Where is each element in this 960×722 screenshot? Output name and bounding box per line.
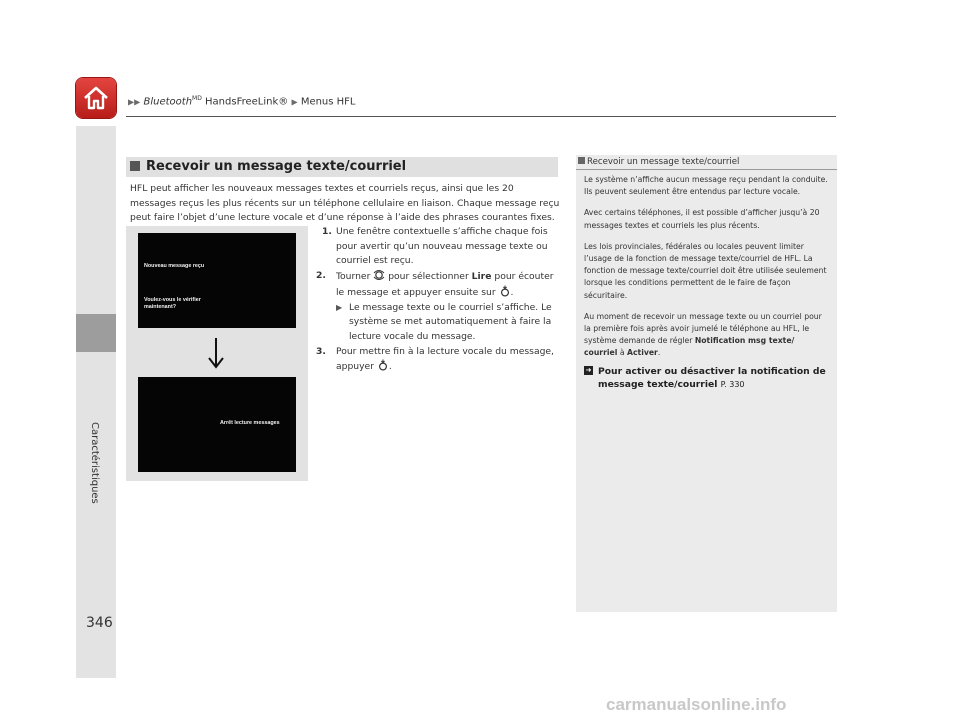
breadcrumb-bluetooth-sup: MD bbox=[192, 95, 202, 102]
press-knob-icon bbox=[377, 359, 389, 371]
section-header bbox=[126, 157, 558, 177]
step-2-result bbox=[336, 301, 562, 345]
sidebar-section-label: Caractéristiques bbox=[89, 422, 100, 504]
breadcrumb-menus-hfl[interactable]: Menus HFL bbox=[300, 96, 356, 108]
note-setting-value: Activer bbox=[627, 348, 658, 358]
note-heading bbox=[578, 157, 739, 167]
down-arrow-icon bbox=[207, 337, 225, 369]
section-square-icon bbox=[130, 161, 140, 171]
step-3 bbox=[312, 345, 562, 375]
screen-new-message-title: Nouveau message reçu bbox=[144, 263, 205, 269]
note-paragraph-4 bbox=[584, 311, 828, 360]
breadcrumb-bluetooth[interactable]: Bluetooth bbox=[143, 96, 193, 108]
breadcrumb-arrow-icon: ▶ bbox=[291, 97, 298, 107]
breadcrumb-arrow-icon: ▶▶ bbox=[128, 97, 141, 107]
sidebar-section-tab[interactable] bbox=[76, 314, 116, 352]
step-text-pre: Tourner bbox=[336, 271, 371, 283]
section-intro: HFL peut afficher les nouveaux messages textes et courriels reçus, ainsi que les 20 messages reçus les plus récents sur un téléphone cellulaire en liaison. Chaque message reçu peut faire l’objet d’une lecture vocale et d’une réponse à l’aide des phrases courantes fixes. bbox=[130, 183, 560, 224]
menu-option-lire: Lire bbox=[471, 271, 492, 283]
note-paragraph-3: Les lois provinciales, fédérales ou locales peuvent limiter l’usage de la fonction de message texte/courriel de HFL. La fonction de message texte/courriel doit être utilisée seulement lorsque les conditions permettent de le faire de façon sécuritaire. bbox=[584, 241, 827, 300]
note-setting-name: Notification msg texte/ courriel bbox=[584, 336, 795, 358]
note-divider bbox=[576, 169, 837, 170]
note-body bbox=[584, 174, 828, 391]
breadcrumb bbox=[128, 95, 356, 107]
screen-stop-reading bbox=[138, 377, 296, 472]
step-text-end: . bbox=[510, 286, 514, 298]
watermark: carmanualsonline.info bbox=[606, 695, 787, 714]
selector-knob-icon bbox=[373, 269, 385, 281]
screen-new-message-question: Voulez-vous le vérifier maintenant? bbox=[144, 297, 201, 310]
steps-list bbox=[312, 225, 562, 375]
link-arrow-icon: ➜ bbox=[585, 365, 592, 374]
step-result-text: Le message texte ou le courriel s’affiche. Le système se met automatiquement à faire la lecture vocale du message. bbox=[349, 301, 552, 342]
sidebar bbox=[76, 126, 116, 678]
cross-reference-page[interactable]: P. 330 bbox=[720, 379, 745, 389]
home-icon bbox=[82, 84, 110, 112]
step-number: 2. bbox=[316, 270, 326, 282]
step-text: Une fenêtre contextuelle s’affiche chaque fois pour avertir qu’un nouveau message texte ou courriel est reçu. bbox=[336, 226, 548, 267]
note-paragraph-2: Avec certains téléphones, il est possible d’afficher jusqu’à 20 messages textes et courriels les plus récents. bbox=[584, 208, 820, 230]
step-1 bbox=[312, 225, 562, 269]
page-number: 346 bbox=[86, 615, 113, 631]
home-button[interactable] bbox=[76, 78, 116, 118]
result-arrow-icon: ▶ bbox=[336, 302, 343, 312]
note-p4-mid: à bbox=[619, 348, 625, 358]
step-text-mid: pour sélectionner bbox=[388, 271, 469, 283]
breadcrumb-handsfreelink[interactable]: HandsFreeLink® bbox=[205, 96, 289, 108]
step-text-end: . bbox=[388, 361, 392, 373]
step-text: Pour mettre fin à la lecture vocale du message, appuyer bbox=[336, 345, 554, 373]
note-paragraph-1: Le système n’affiche aucun message reçu pendant la conduite. Ils peuvent seulement être entendus par lecture vocale. bbox=[584, 175, 828, 197]
press-knob-icon bbox=[499, 285, 511, 297]
cross-reference-text[interactable]: Pour activer ou désactiver la notification de message texte/courriel bbox=[598, 365, 826, 390]
step-2 bbox=[312, 269, 562, 345]
note-p4-pre: Au moment de recevoir un message texte ou un courriel pour la première fois après avoir jumelé le téléphone au HFL, le système demande de régler bbox=[584, 311, 822, 346]
header-divider bbox=[126, 116, 836, 117]
section-title: Recevoir un message texte/courriel bbox=[146, 159, 407, 174]
step-text-post: pour écouter le message et appuyer ensuite sur bbox=[336, 271, 554, 298]
screen-new-message bbox=[138, 233, 296, 328]
cross-reference-link[interactable] bbox=[584, 365, 828, 391]
step-number: 3. bbox=[316, 345, 326, 357]
step-number: 1. bbox=[322, 226, 332, 237]
note-square-icon bbox=[578, 157, 585, 164]
note-heading-text: Recevoir un message texte/courriel bbox=[587, 157, 740, 167]
note-p4-end: . bbox=[657, 348, 661, 358]
screen-stop-reading-label: Arrêt lecture messages bbox=[220, 420, 280, 426]
